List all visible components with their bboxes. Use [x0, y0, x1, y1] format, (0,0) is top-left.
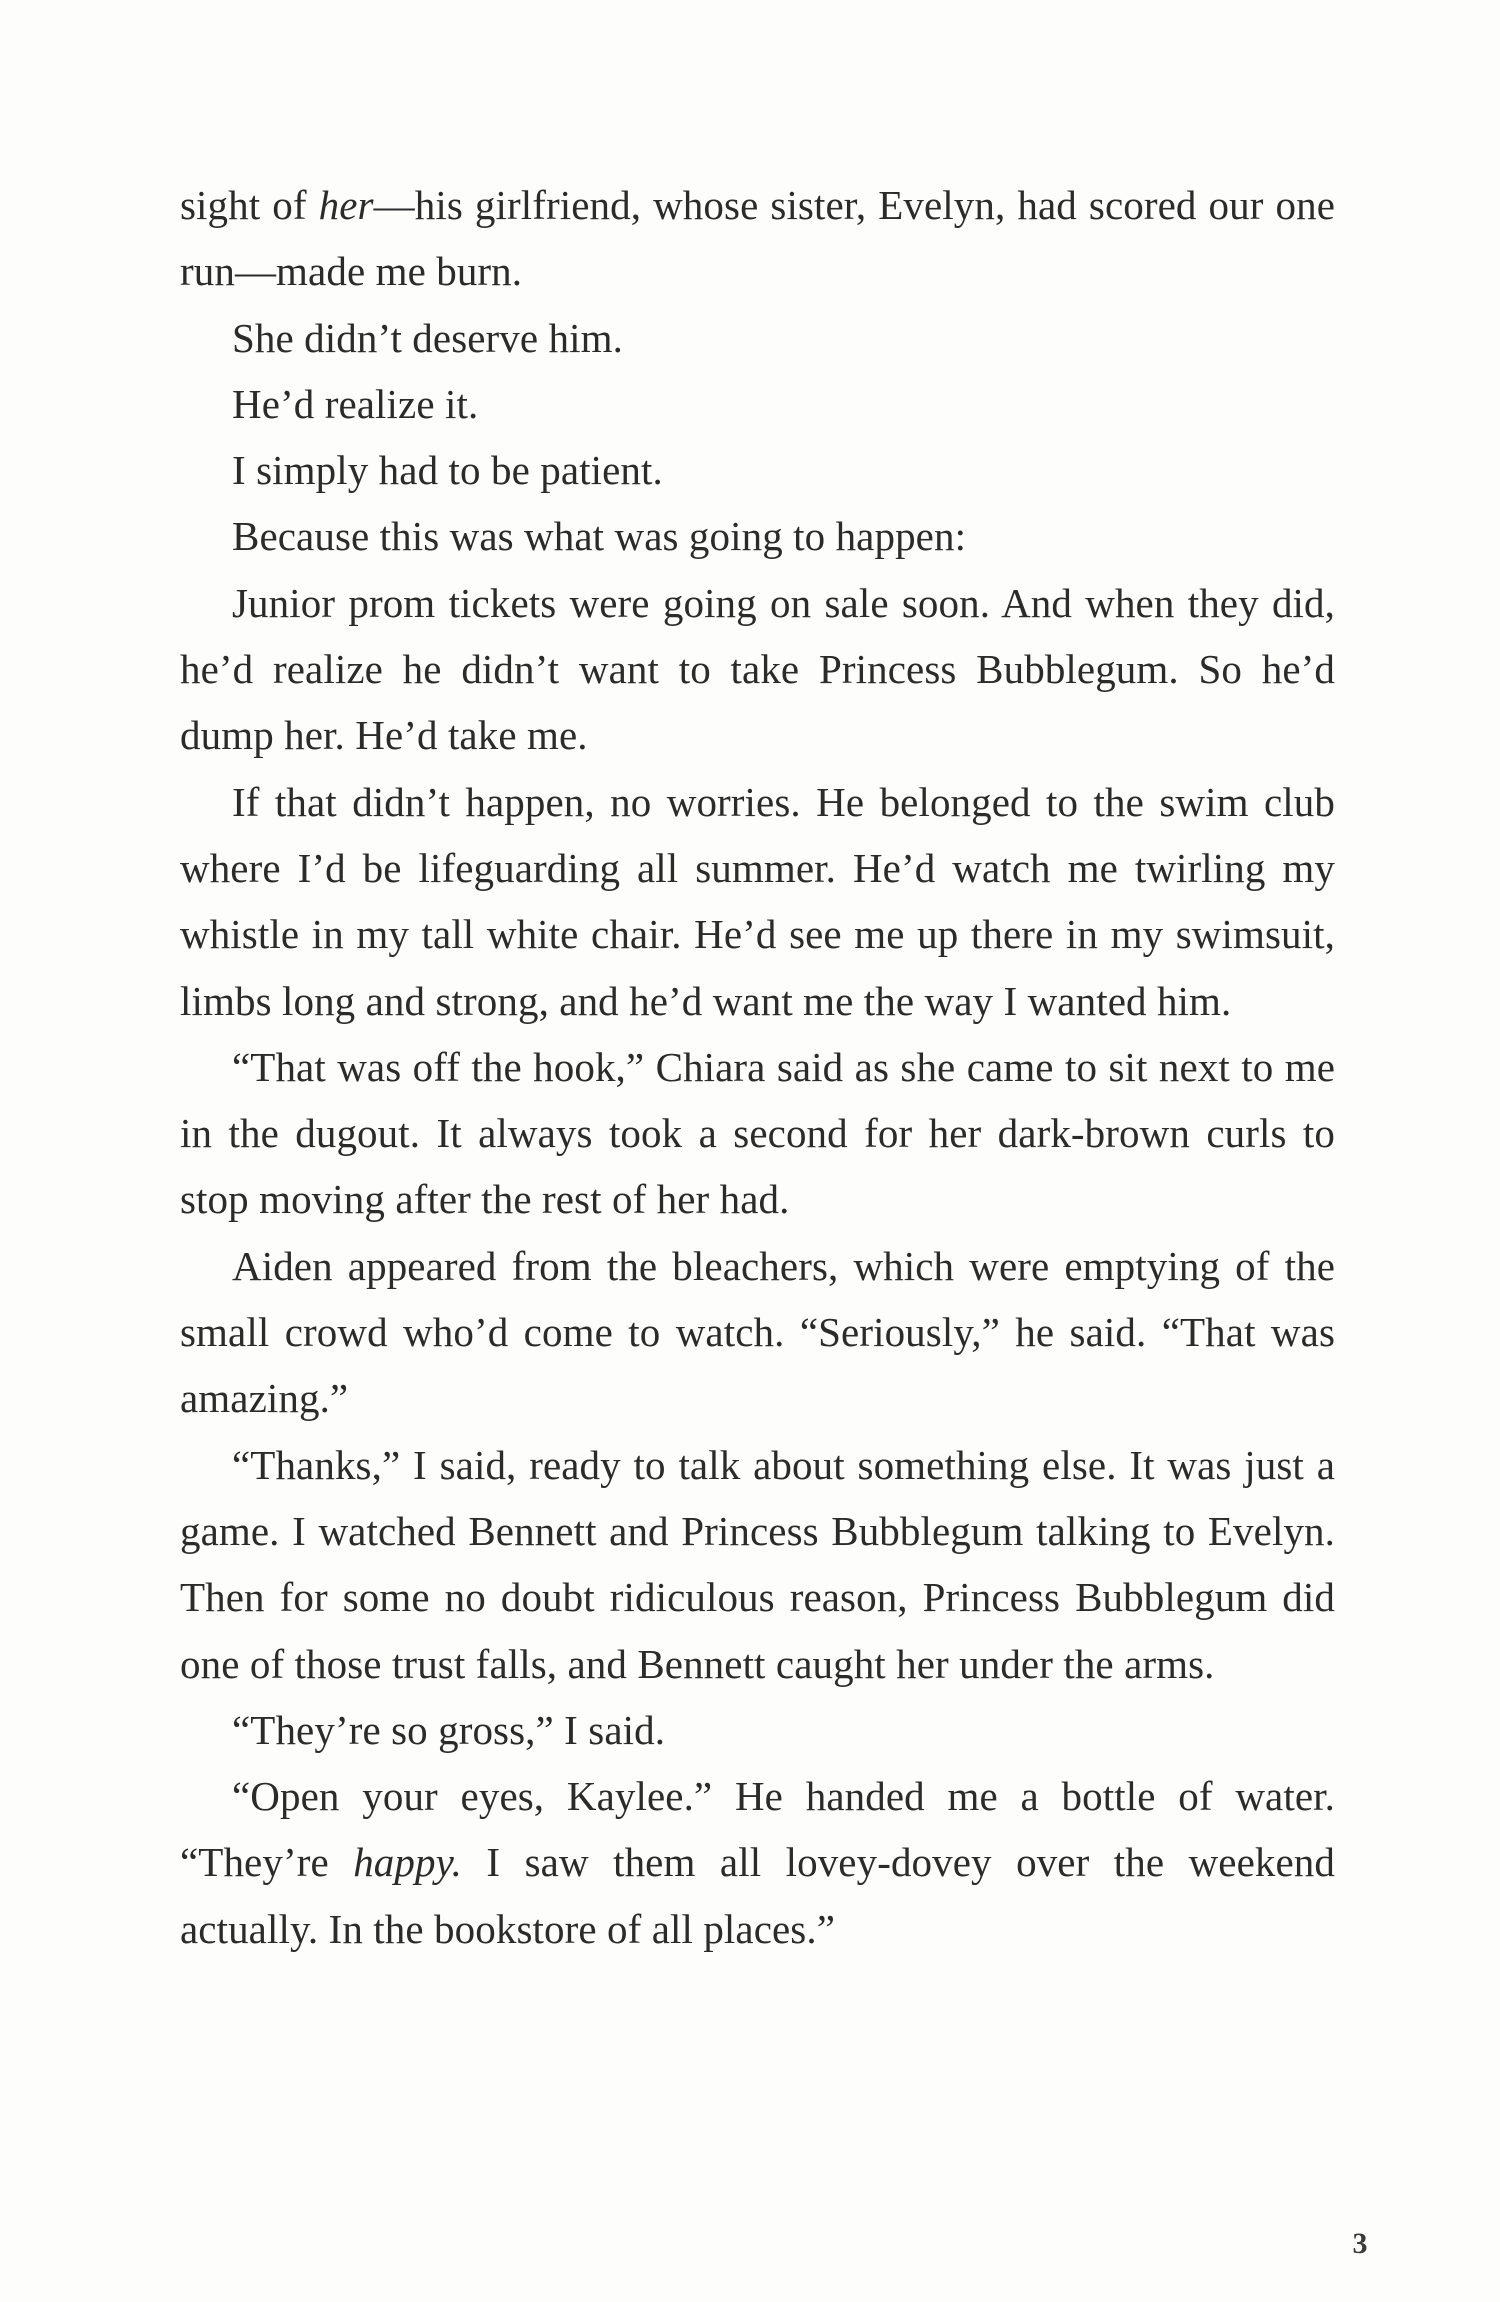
text-run: She didn’t deserve him. — [232, 314, 623, 361]
paragraph — [180, 1034, 1335, 1233]
italic-text: happy. — [353, 1839, 462, 1886]
paragraph — [180, 1432, 1335, 1697]
body-text — [180, 172, 1335, 1962]
text-run: “Thanks,” I said, ready to talk about something else. It was just a game. I watched Bennett and Princess Bubblegum talking to Evelyn. Then for some no doubt ridiculous reason, Princess Bubblegum did one of those trust falls, and Bennett caught her under the arms. — [180, 1441, 1335, 1687]
text-run: Junior prom tickets were going on sale soon. And when they did, he’d realize he didn’t want to take Princess Bubblegum. So he’d dump her. He’d take me. — [180, 579, 1335, 759]
paragraph — [180, 371, 1335, 437]
paragraph — [180, 1763, 1335, 1962]
text-run: He’d realize it. — [232, 380, 479, 427]
text-run: —his girlfriend, whose sister, Evelyn, had scored our one run—made me burn. — [180, 182, 1336, 295]
text-run: sight of — [180, 182, 319, 228]
italic-text: her — [318, 182, 374, 228]
text-run: Aiden appeared from the bleachers, which were emptying of the small crowd who’d come to watch. “Seriously,” he said. “That was amazing.” — [180, 1242, 1335, 1422]
text-run: If that didn’t happen, no worries. He belonged to the swim club where I’d be lifeguarding all summer. He’d watch me twirling my whistle in my tall white chair. He’d see me up there in my swimsuit, limbs long and strong, and he’d want me the way I wanted him. — [180, 778, 1335, 1024]
text-run: “They’re so gross,” I said. — [232, 1706, 666, 1753]
paragraph — [180, 305, 1335, 371]
paragraph — [180, 1697, 1335, 1763]
paragraph — [180, 570, 1335, 769]
paragraph — [180, 769, 1335, 1034]
text-run: Because this was what was going to happen: — [232, 513, 967, 560]
text-run: I simply had to be patient. — [232, 447, 663, 494]
paragraph — [180, 503, 1335, 569]
paragraph — [180, 437, 1335, 503]
paragraph — [180, 172, 1335, 305]
text-run: “Open your eyes, Kaylee.” He handed me a bottle of water. “They’re — [180, 1773, 1335, 1886]
text-run: “That was off the hook,” Chiara said as she came to sit next to me in the dugout. It always took a second for her dark-brown curls to stop moving after the rest of her had. — [180, 1043, 1335, 1223]
text-run: I saw them all lovey-dovey over the weekend actually. In the bookstore of all places.” — [180, 1839, 1335, 1952]
page-number: 3 — [1352, 2227, 1368, 2260]
paragraph — [180, 1233, 1335, 1432]
